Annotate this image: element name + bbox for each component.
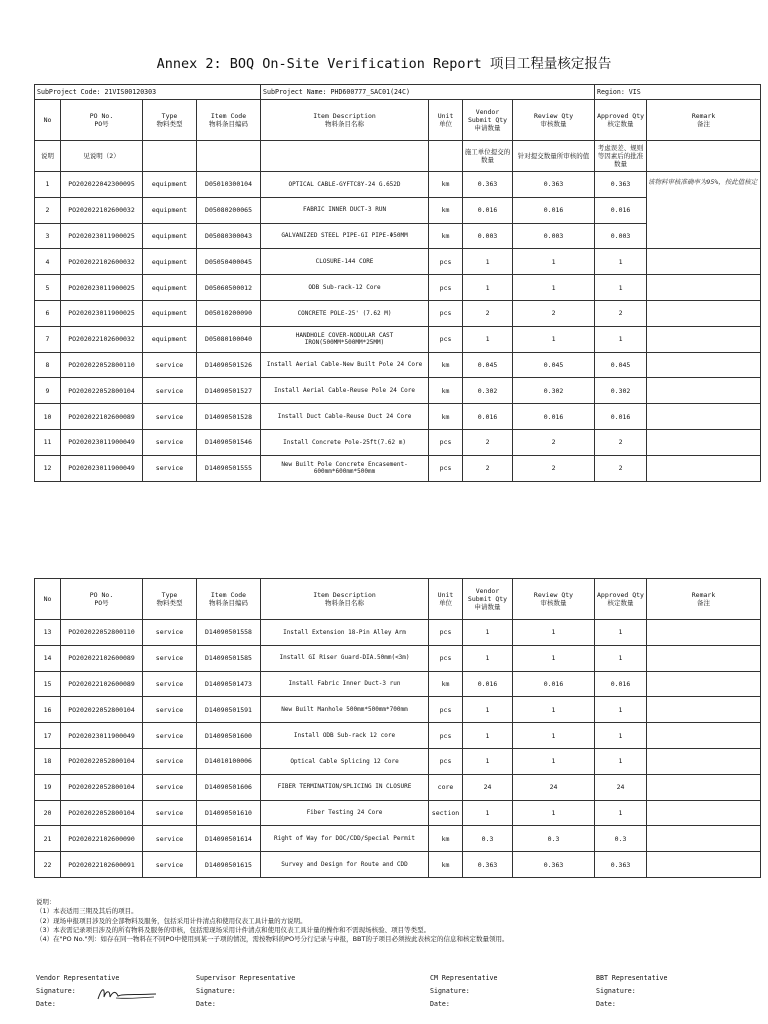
row-approved-qty: 1 bbox=[595, 249, 647, 275]
explain-po: 见说明（2） bbox=[61, 141, 143, 172]
row-no: 15 bbox=[35, 671, 61, 697]
row-po: PO202022052800104 bbox=[61, 800, 143, 826]
row-remark bbox=[647, 671, 761, 697]
notes-section bbox=[36, 898, 508, 944]
row-po: PO202022102600032 bbox=[61, 326, 143, 352]
row-vendor-qty: 1 bbox=[463, 748, 513, 774]
table-row bbox=[35, 429, 761, 455]
note-line: 说明： bbox=[36, 898, 56, 906]
boq-table-2 bbox=[34, 578, 761, 878]
row-vendor-qty: 0.363 bbox=[463, 172, 513, 198]
row-review-qty: 2 bbox=[513, 300, 595, 326]
row-remark bbox=[647, 352, 761, 378]
row-type: service bbox=[143, 826, 197, 852]
table-row bbox=[35, 800, 761, 826]
explain-row bbox=[35, 141, 761, 172]
row-review-qty: 24 bbox=[513, 774, 595, 800]
row-unit: pcs bbox=[429, 645, 463, 671]
boq-table-1 bbox=[34, 84, 761, 482]
row-review-qty: 0.363 bbox=[513, 172, 595, 198]
vendor-signature-label: Signature: bbox=[36, 987, 76, 995]
row-type: service bbox=[143, 671, 197, 697]
row-remark bbox=[647, 748, 761, 774]
remark-note: 该物料审核准确率为95%，按此值核定 bbox=[647, 172, 761, 249]
row-type: equipment bbox=[143, 326, 197, 352]
row-po: PO202022052800104 bbox=[61, 774, 143, 800]
supervisor-signature-label: Signature: bbox=[196, 987, 236, 995]
row-approved-qty: 0.363 bbox=[595, 172, 647, 198]
row-no: 16 bbox=[35, 697, 61, 723]
row-review-qty: 1 bbox=[513, 326, 595, 352]
row-remark bbox=[647, 852, 761, 878]
explain-vendor: 施工单位提交的数量 bbox=[463, 141, 513, 172]
vendor-date-label: Date: bbox=[36, 1000, 56, 1008]
row-approved-qty: 1 bbox=[595, 748, 647, 774]
row-item-desc: Survey and Design for Route and CDD bbox=[261, 852, 429, 878]
row-vendor-qty: 24 bbox=[463, 774, 513, 800]
table-header bbox=[35, 100, 761, 141]
row-unit: core bbox=[429, 774, 463, 800]
row-vendor-qty: 0.363 bbox=[463, 852, 513, 878]
row-review-qty: 0.016 bbox=[513, 404, 595, 430]
row-unit: km bbox=[429, 826, 463, 852]
row-remark bbox=[647, 645, 761, 671]
row-po: PO202022052800104 bbox=[61, 748, 143, 774]
row-item-code: D05060500012 bbox=[197, 275, 261, 301]
row-unit: km bbox=[429, 223, 463, 249]
row-po: PO202022052800110 bbox=[61, 352, 143, 378]
row-approved-qty: 1 bbox=[595, 723, 647, 749]
row-vendor-qty: 1 bbox=[463, 800, 513, 826]
row-type: service bbox=[143, 352, 197, 378]
row-no: 14 bbox=[35, 645, 61, 671]
row-po: PO202022052800110 bbox=[61, 620, 143, 646]
row-item-code: D14090501528 bbox=[197, 404, 261, 430]
row-vendor-qty: 2 bbox=[463, 455, 513, 481]
header-type: Type 物料类型 bbox=[143, 100, 197, 141]
row-no: 17 bbox=[35, 723, 61, 749]
row-type: equipment bbox=[143, 197, 197, 223]
row-item-desc: Install Aerial Cable-Reuse Pole 24 Core bbox=[261, 378, 429, 404]
bbt-date-label: Date: bbox=[596, 1000, 616, 1008]
row-review-qty: 1 bbox=[513, 748, 595, 774]
row-remark bbox=[647, 429, 761, 455]
row-po: PO202022102600089 bbox=[61, 645, 143, 671]
row-unit: pcs bbox=[429, 748, 463, 774]
row-item-desc: Install Concrete Pole-25ft(7.62 m) bbox=[261, 429, 429, 455]
row-item-code: D14090501614 bbox=[197, 826, 261, 852]
row-no: 4 bbox=[35, 249, 61, 275]
handwritten-signature bbox=[96, 985, 160, 1003]
table-row bbox=[35, 697, 761, 723]
subproject-code: SubProject Code: 21VIS00120303 bbox=[35, 85, 261, 100]
row-unit: km bbox=[429, 671, 463, 697]
header-remark: Remark 备注 bbox=[647, 579, 761, 620]
row-remark bbox=[647, 275, 761, 301]
header-no: No bbox=[35, 579, 61, 620]
row-po: PO202022102600089 bbox=[61, 671, 143, 697]
row-no: 13 bbox=[35, 620, 61, 646]
row-item-desc: FABRIC INNER DUCT-3 RUN bbox=[261, 197, 429, 223]
row-review-qty: 1 bbox=[513, 275, 595, 301]
row-unit: km bbox=[429, 404, 463, 430]
explain-review: 针对提交数量所审核的值 bbox=[513, 141, 595, 172]
row-review-qty: 1 bbox=[513, 697, 595, 723]
row-item-desc: New Built Manhole 500mm*500mm*700mm bbox=[261, 697, 429, 723]
row-unit: km bbox=[429, 197, 463, 223]
row-no: 1 bbox=[35, 172, 61, 198]
row-type: service bbox=[143, 852, 197, 878]
row-vendor-qty: 0.016 bbox=[463, 197, 513, 223]
table-row bbox=[35, 671, 761, 697]
row-approved-qty: 0.016 bbox=[595, 404, 647, 430]
row-type: equipment bbox=[143, 249, 197, 275]
row-unit: pcs bbox=[429, 326, 463, 352]
row-unit: km bbox=[429, 352, 463, 378]
row-item-code: D14090501615 bbox=[197, 852, 261, 878]
table-row bbox=[35, 455, 761, 481]
row-unit: pcs bbox=[429, 429, 463, 455]
row-type: service bbox=[143, 774, 197, 800]
row-item-code: D14090501606 bbox=[197, 774, 261, 800]
row-no: 6 bbox=[35, 300, 61, 326]
supervisor-signature-block bbox=[196, 972, 295, 1011]
header-approved-qty: Approved Qty 核定数量 bbox=[595, 100, 647, 141]
row-item-desc: Install Extension 18-Pin Alley Arm bbox=[261, 620, 429, 646]
row-po: PO202022102600090 bbox=[61, 826, 143, 852]
header-remark: Remark 备注 bbox=[647, 100, 761, 141]
bbt-signature-block bbox=[596, 972, 667, 1011]
row-item-code: D14090501527 bbox=[197, 378, 261, 404]
row-item-code: D14090501546 bbox=[197, 429, 261, 455]
row-approved-qty: 1 bbox=[595, 800, 647, 826]
row-approved-qty: 2 bbox=[595, 455, 647, 481]
row-type: service bbox=[143, 697, 197, 723]
row-approved-qty: 0.302 bbox=[595, 378, 647, 404]
header-item-desc: Item Description 物料条目名称 bbox=[261, 579, 429, 620]
row-vendor-qty: 1 bbox=[463, 275, 513, 301]
row-po: PO202022102600032 bbox=[61, 249, 143, 275]
row-type: service bbox=[143, 748, 197, 774]
row-no: 9 bbox=[35, 378, 61, 404]
row-no: 21 bbox=[35, 826, 61, 852]
explain-label: 说明 bbox=[35, 141, 61, 172]
header-po: PO No. PO号 bbox=[61, 579, 143, 620]
row-item-code: D05080300043 bbox=[197, 223, 261, 249]
row-item-code: D14090501585 bbox=[197, 645, 261, 671]
row-type: service bbox=[143, 620, 197, 646]
row-unit: pcs bbox=[429, 620, 463, 646]
explain-approved: 考虑误差、规则等因素后的批准数量 bbox=[595, 141, 647, 172]
row-vendor-qty: 2 bbox=[463, 429, 513, 455]
row-unit: pcs bbox=[429, 249, 463, 275]
table-row bbox=[35, 172, 761, 198]
row-po: PO202022052800104 bbox=[61, 697, 143, 723]
header-approved-qty: Approved Qty 核定数量 bbox=[595, 579, 647, 620]
header-unit: Unit 单位 bbox=[429, 579, 463, 620]
supervisor-role: Supervisor Representative bbox=[196, 974, 296, 982]
row-item-desc: ODB Sub-rack-12 Core bbox=[261, 275, 429, 301]
row-approved-qty: 0.045 bbox=[595, 352, 647, 378]
row-no: 5 bbox=[35, 275, 61, 301]
header-item-code: Item Code 物料条目编码 bbox=[197, 579, 261, 620]
row-review-qty: 0.363 bbox=[513, 852, 595, 878]
row-remark bbox=[647, 455, 761, 481]
cm-signature-label: Signature: bbox=[430, 987, 470, 995]
row-vendor-qty: 2 bbox=[463, 300, 513, 326]
row-vendor-qty: 0.3 bbox=[463, 826, 513, 852]
row-approved-qty: 2 bbox=[595, 300, 647, 326]
row-remark bbox=[647, 774, 761, 800]
row-approved-qty: 1 bbox=[595, 275, 647, 301]
row-vendor-qty: 1 bbox=[463, 697, 513, 723]
row-vendor-qty: 0.016 bbox=[463, 671, 513, 697]
row-vendor-qty: 1 bbox=[463, 249, 513, 275]
row-item-code: D14010100006 bbox=[197, 748, 261, 774]
row-vendor-qty: 0.302 bbox=[463, 378, 513, 404]
header-vendor-qty: Vendor Submit Qty 申请数量 bbox=[463, 100, 513, 141]
row-type: service bbox=[143, 800, 197, 826]
header-item-code: Item Code 物料条目编码 bbox=[197, 100, 261, 141]
row-review-qty: 0.003 bbox=[513, 223, 595, 249]
row-approved-qty: 1 bbox=[595, 326, 647, 352]
table-header bbox=[35, 579, 761, 620]
row-no: 3 bbox=[35, 223, 61, 249]
row-type: service bbox=[143, 429, 197, 455]
row-item-code: D14090501555 bbox=[197, 455, 261, 481]
cm-role: CM Representative bbox=[430, 974, 498, 982]
row-approved-qty: 0.016 bbox=[595, 197, 647, 223]
row-item-code: D05080200065 bbox=[197, 197, 261, 223]
row-review-qty: 2 bbox=[513, 429, 595, 455]
table-row bbox=[35, 774, 761, 800]
row-remark bbox=[647, 800, 761, 826]
header-vendor-qty: Vendor Submit Qty 申请数量 bbox=[463, 579, 513, 620]
row-approved-qty: 0.003 bbox=[595, 223, 647, 249]
table-row bbox=[35, 645, 761, 671]
row-review-qty: 0.016 bbox=[513, 197, 595, 223]
row-no: 8 bbox=[35, 352, 61, 378]
row-type: equipment bbox=[143, 172, 197, 198]
table-row bbox=[35, 723, 761, 749]
supervisor-date-label: Date: bbox=[196, 1000, 216, 1008]
region: Region: VIS bbox=[595, 85, 761, 100]
row-approved-qty: 2 bbox=[595, 429, 647, 455]
row-item-desc: CONCRETE POLE-25' (7.62 M) bbox=[261, 300, 429, 326]
table-row bbox=[35, 326, 761, 352]
table-row bbox=[35, 275, 761, 301]
bbt-signature-label: Signature: bbox=[596, 987, 636, 995]
table-row bbox=[35, 300, 761, 326]
table-row bbox=[35, 748, 761, 774]
row-vendor-qty: 0.045 bbox=[463, 352, 513, 378]
row-type: service bbox=[143, 378, 197, 404]
row-type: service bbox=[143, 404, 197, 430]
row-approved-qty: 0.3 bbox=[595, 826, 647, 852]
row-no: 20 bbox=[35, 800, 61, 826]
row-item-code: D05010300104 bbox=[197, 172, 261, 198]
row-item-desc: CLOSURE-144 CORE bbox=[261, 249, 429, 275]
row-remark bbox=[647, 697, 761, 723]
row-item-code: D14090501591 bbox=[197, 697, 261, 723]
header-item-desc: Item Description 物料条目名称 bbox=[261, 100, 429, 141]
row-item-code: D05010200090 bbox=[197, 300, 261, 326]
row-remark bbox=[647, 378, 761, 404]
row-review-qty: 1 bbox=[513, 645, 595, 671]
row-unit: pcs bbox=[429, 455, 463, 481]
row-approved-qty: 24 bbox=[595, 774, 647, 800]
row-type: service bbox=[143, 723, 197, 749]
report-title: Annex 2: BOQ On-Site Verification Report 项目工程量核定报告 bbox=[156, 56, 612, 72]
table-row bbox=[35, 852, 761, 878]
row-no: 10 bbox=[35, 404, 61, 430]
row-type: equipment bbox=[143, 300, 197, 326]
row-item-desc: New Built Pole Concrete Encasement-600mm*600mm*500mm bbox=[261, 455, 429, 481]
row-no: 18 bbox=[35, 748, 61, 774]
row-unit: km bbox=[429, 852, 463, 878]
table-1-body bbox=[35, 172, 761, 482]
row-item-desc: GALVANIZED STEEL PIPE-GI PIPE-Φ50MM bbox=[261, 223, 429, 249]
row-unit: pcs bbox=[429, 300, 463, 326]
row-item-code: D05050400045 bbox=[197, 249, 261, 275]
row-vendor-qty: 0.016 bbox=[463, 404, 513, 430]
header-no: No bbox=[35, 100, 61, 141]
row-item-desc: Install ODB Sub-rack 12 core bbox=[261, 723, 429, 749]
row-vendor-qty: 1 bbox=[463, 723, 513, 749]
row-po: PO202023011900049 bbox=[61, 429, 143, 455]
row-review-qty: 0.302 bbox=[513, 378, 595, 404]
row-type: equipment bbox=[143, 275, 197, 301]
row-review-qty: 0.3 bbox=[513, 826, 595, 852]
header-review-qty: Review Qty 审核数量 bbox=[513, 100, 595, 141]
row-vendor-qty: 1 bbox=[463, 645, 513, 671]
row-review-qty: 1 bbox=[513, 249, 595, 275]
row-po: PO202022042300095 bbox=[61, 172, 143, 198]
row-unit: km bbox=[429, 378, 463, 404]
row-item-desc: FIBER TERMINATION/SPLICING IN CLOSURE bbox=[261, 774, 429, 800]
row-vendor-qty: 0.003 bbox=[463, 223, 513, 249]
row-review-qty: 1 bbox=[513, 800, 595, 826]
header-po: PO No. PO号 bbox=[61, 100, 143, 141]
table-row bbox=[35, 404, 761, 430]
header-type: Type 物料类型 bbox=[143, 579, 197, 620]
table-row bbox=[35, 249, 761, 275]
row-item-code: D14090501610 bbox=[197, 800, 261, 826]
cm-date-label: Date: bbox=[430, 1000, 450, 1008]
row-remark bbox=[647, 404, 761, 430]
subproject-name: SubProject Name: PHD600777_SAC01(24C) bbox=[261, 85, 595, 100]
header-review-qty: Review Qty 审核数量 bbox=[513, 579, 595, 620]
row-no: 11 bbox=[35, 429, 61, 455]
row-review-qty: 1 bbox=[513, 723, 595, 749]
row-item-desc: Install Fabric Inner Duct-3 run bbox=[261, 671, 429, 697]
row-remark bbox=[647, 826, 761, 852]
row-review-qty: 0.016 bbox=[513, 671, 595, 697]
row-item-desc: HANDHOLE COVER-NODULAR CAST IRON(500MM*500MM*25MM) bbox=[261, 326, 429, 352]
note-line: （2）现场申报项目涉及的全部物料及服务，包括采用计件清点和使用仪表工具计量的方说明。 bbox=[36, 916, 307, 925]
bbt-role: BBT Representative bbox=[596, 974, 668, 982]
row-po: PO202023011900049 bbox=[61, 455, 143, 481]
row-no: 7 bbox=[35, 326, 61, 352]
row-po: PO202023011900025 bbox=[61, 300, 143, 326]
row-vendor-qty: 1 bbox=[463, 620, 513, 646]
row-review-qty: 0.045 bbox=[513, 352, 595, 378]
row-remark bbox=[647, 620, 761, 646]
note-line: （1）本表适用三期及其后的项目。 bbox=[36, 907, 138, 916]
note-line: （3）本表需记录项目涉及的所有物料及服务的审核，包括需现场采用计件清点和使用仪表工具计量的操作和不需现场核验、项目等类型。 bbox=[36, 925, 431, 934]
table-row bbox=[35, 378, 761, 404]
table-row bbox=[35, 620, 761, 646]
row-review-qty: 1 bbox=[513, 620, 595, 646]
table-2-body bbox=[35, 620, 761, 878]
row-unit: km bbox=[429, 172, 463, 198]
row-approved-qty: 1 bbox=[595, 645, 647, 671]
row-item-desc: Optical Cable Splicing 12 Core bbox=[261, 748, 429, 774]
header-unit: Unit 单位 bbox=[429, 100, 463, 141]
row-po: PO202022102600032 bbox=[61, 197, 143, 223]
row-remark bbox=[647, 326, 761, 352]
row-po: PO202022102600091 bbox=[61, 852, 143, 878]
row-remark bbox=[647, 300, 761, 326]
row-item-code: D05080100040 bbox=[197, 326, 261, 352]
row-po: PO202023011900049 bbox=[61, 723, 143, 749]
row-type: service bbox=[143, 645, 197, 671]
row-approved-qty: 1 bbox=[595, 697, 647, 723]
row-approved-qty: 1 bbox=[595, 620, 647, 646]
row-po: PO202023011900025 bbox=[61, 223, 143, 249]
row-remark bbox=[647, 723, 761, 749]
row-item-code: D14090501526 bbox=[197, 352, 261, 378]
table-row bbox=[35, 826, 761, 852]
row-remark bbox=[647, 249, 761, 275]
row-item-code: D14090501473 bbox=[197, 671, 261, 697]
cm-signature-block bbox=[430, 972, 498, 1011]
row-type: service bbox=[143, 455, 197, 481]
row-item-code: D14090501558 bbox=[197, 620, 261, 646]
row-no: 19 bbox=[35, 774, 61, 800]
row-po: PO202022052800104 bbox=[61, 378, 143, 404]
row-no: 2 bbox=[35, 197, 61, 223]
vendor-role: Vendor Representative bbox=[36, 974, 120, 982]
row-item-desc: Right of Way for DOC/CDD/Special Permit bbox=[261, 826, 429, 852]
note-line: （4）在"PO No."列：如存在同一物料在不同PO中使用到某一子项的情况，需按物料的PO号分行记录与申报，BBT的子项目必须按此表核定的信息和核定数量领用。 bbox=[36, 935, 509, 944]
row-item-desc: Install Aerial Cable-New Built Pole 24 Core bbox=[261, 352, 429, 378]
row-review-qty: 2 bbox=[513, 455, 595, 481]
row-item-desc: Install GI Riser Guard-DIA.50mm(<3m) bbox=[261, 645, 429, 671]
row-unit: pcs bbox=[429, 697, 463, 723]
table-row bbox=[35, 352, 761, 378]
row-item-desc: Fiber Testing 24 Core bbox=[261, 800, 429, 826]
row-no: 22 bbox=[35, 852, 61, 878]
row-po: PO202022102600089 bbox=[61, 404, 143, 430]
row-type: equipment bbox=[143, 223, 197, 249]
row-vendor-qty: 1 bbox=[463, 326, 513, 352]
row-approved-qty: 0.016 bbox=[595, 671, 647, 697]
row-no: 12 bbox=[35, 455, 61, 481]
row-unit: pcs bbox=[429, 275, 463, 301]
row-item-desc: OPTICAL CABLE-GYFTC8Y-24 G.652D bbox=[261, 172, 429, 198]
row-item-desc: Install Duct Cable-Reuse Duct 24 Core bbox=[261, 404, 429, 430]
row-approved-qty: 0.363 bbox=[595, 852, 647, 878]
row-unit: section bbox=[429, 800, 463, 826]
row-item-code: D14090501600 bbox=[197, 723, 261, 749]
row-po: PO202023011900025 bbox=[61, 275, 143, 301]
row-unit: pcs bbox=[429, 723, 463, 749]
